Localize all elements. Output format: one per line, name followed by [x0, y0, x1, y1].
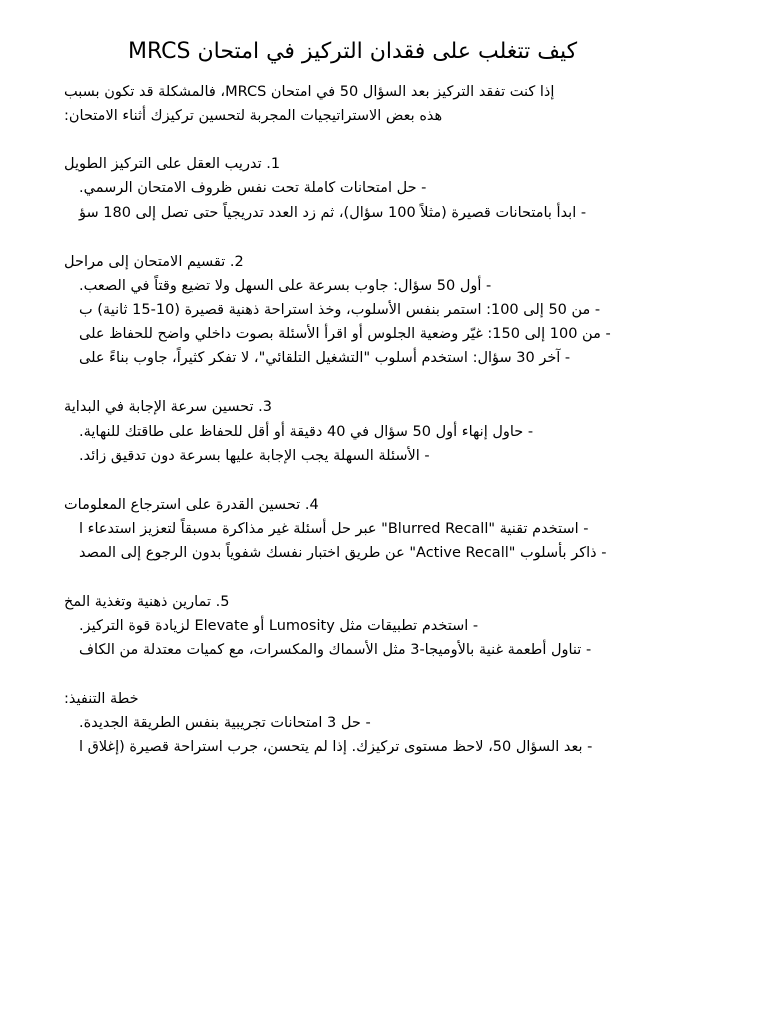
intro-line: هذه بعض الاستراتيجيات المجربة لتحسين تركيزك أثناء الامتحان:: [64, 108, 443, 124]
section-heading: 5. تمارين ذهنية وتغذية المخ: [64, 594, 230, 610]
bullet-item: - من 100 إلى 150: غيّر وضعية الجلوس أو اقرأ الأسئلة بصوت داخلي واضح للحفاظ على: [79, 326, 611, 342]
bullet-item: - الأسئلة السهلة يجب الإجابة عليها بسرعة دون تدقيق زائد.: [79, 448, 430, 464]
bullet-item: - حل 3 امتحانات تجريبية بنفس الطريقة الجديدة.: [79, 715, 371, 731]
bullet-item: - تناول أطعمة غنية بالأوميجا-3 مثل الأسماك والمكسرات، مع كميات معتدلة من الكاف: [79, 642, 592, 658]
section-heading: 1. تدريب العقل على التركيز الطويل: [64, 156, 281, 172]
section-heading: 2. تقسيم الامتحان إلى مراحل: [64, 254, 244, 270]
page-title: كيف تتغلب على فقدان التركيز في امتحان MRCS: [128, 39, 578, 64]
intro-line: إذا كنت تفقد التركيز بعد السؤال 50 في امتحان MRCS، فالمشكلة قد تكون بسبب: [64, 84, 555, 100]
bullet-item: - استخدم تقنية "Blurred Recall" عبر حل أسئلة غير مذاكرة مسبقاً لتعزيز استدعاء ا: [79, 521, 589, 537]
bullet-item: - استخدم تطبيقات مثل Lumosity أو Elevate لزيادة قوة التركيز.: [79, 618, 479, 634]
bullet-item: - آخر 30 سؤال: استخدم أسلوب "التشغيل التلقائي"، لا تفكر كثيراً، جاوب بناءً على: [79, 350, 571, 366]
plan-heading: خطة التنفيذ:: [64, 691, 139, 707]
bullet-item: - أول 50 سؤال: جاوب بسرعة على السهل ولا تضيع وقتاً في الصعب.: [79, 278, 492, 294]
bullet-item: - حل امتحانات كاملة تحت نفس ظروف الامتحان الرسمي.: [79, 180, 427, 196]
bullet-item: - حاول إنهاء أول 50 سؤال في 40 دقيقة أو أقل للحفاظ على طاقتك للنهاية.: [79, 424, 534, 440]
bullet-item: - من 50 إلى 100: استمر بنفس الأسلوب، وخذ استراحة ذهنية قصيرة (10-15 ثانية) ب: [79, 302, 601, 318]
section-heading: 4. تحسين القدرة على استرجاع المعلومات: [64, 497, 319, 513]
section-heading: 3. تحسين سرعة الإجابة في البداية: [64, 399, 272, 415]
bullet-item: - بعد السؤال 50، لاحظ مستوى تركيزك. إذا لم يتحسن، جرب استراحة قصيرة (إغلاق ا: [79, 739, 593, 755]
bullet-item: - ذاكر بأسلوب "Active Recall" عن طريق اختبار نفسك شفوياً بدون الرجوع إلى المصد: [79, 545, 607, 561]
bullet-item: - ابدأ بامتحانات قصيرة (مثلاً 100 سؤال)، ثم زد العدد تدريجياً حتى تصل إلى 180 سؤ: [79, 205, 587, 221]
